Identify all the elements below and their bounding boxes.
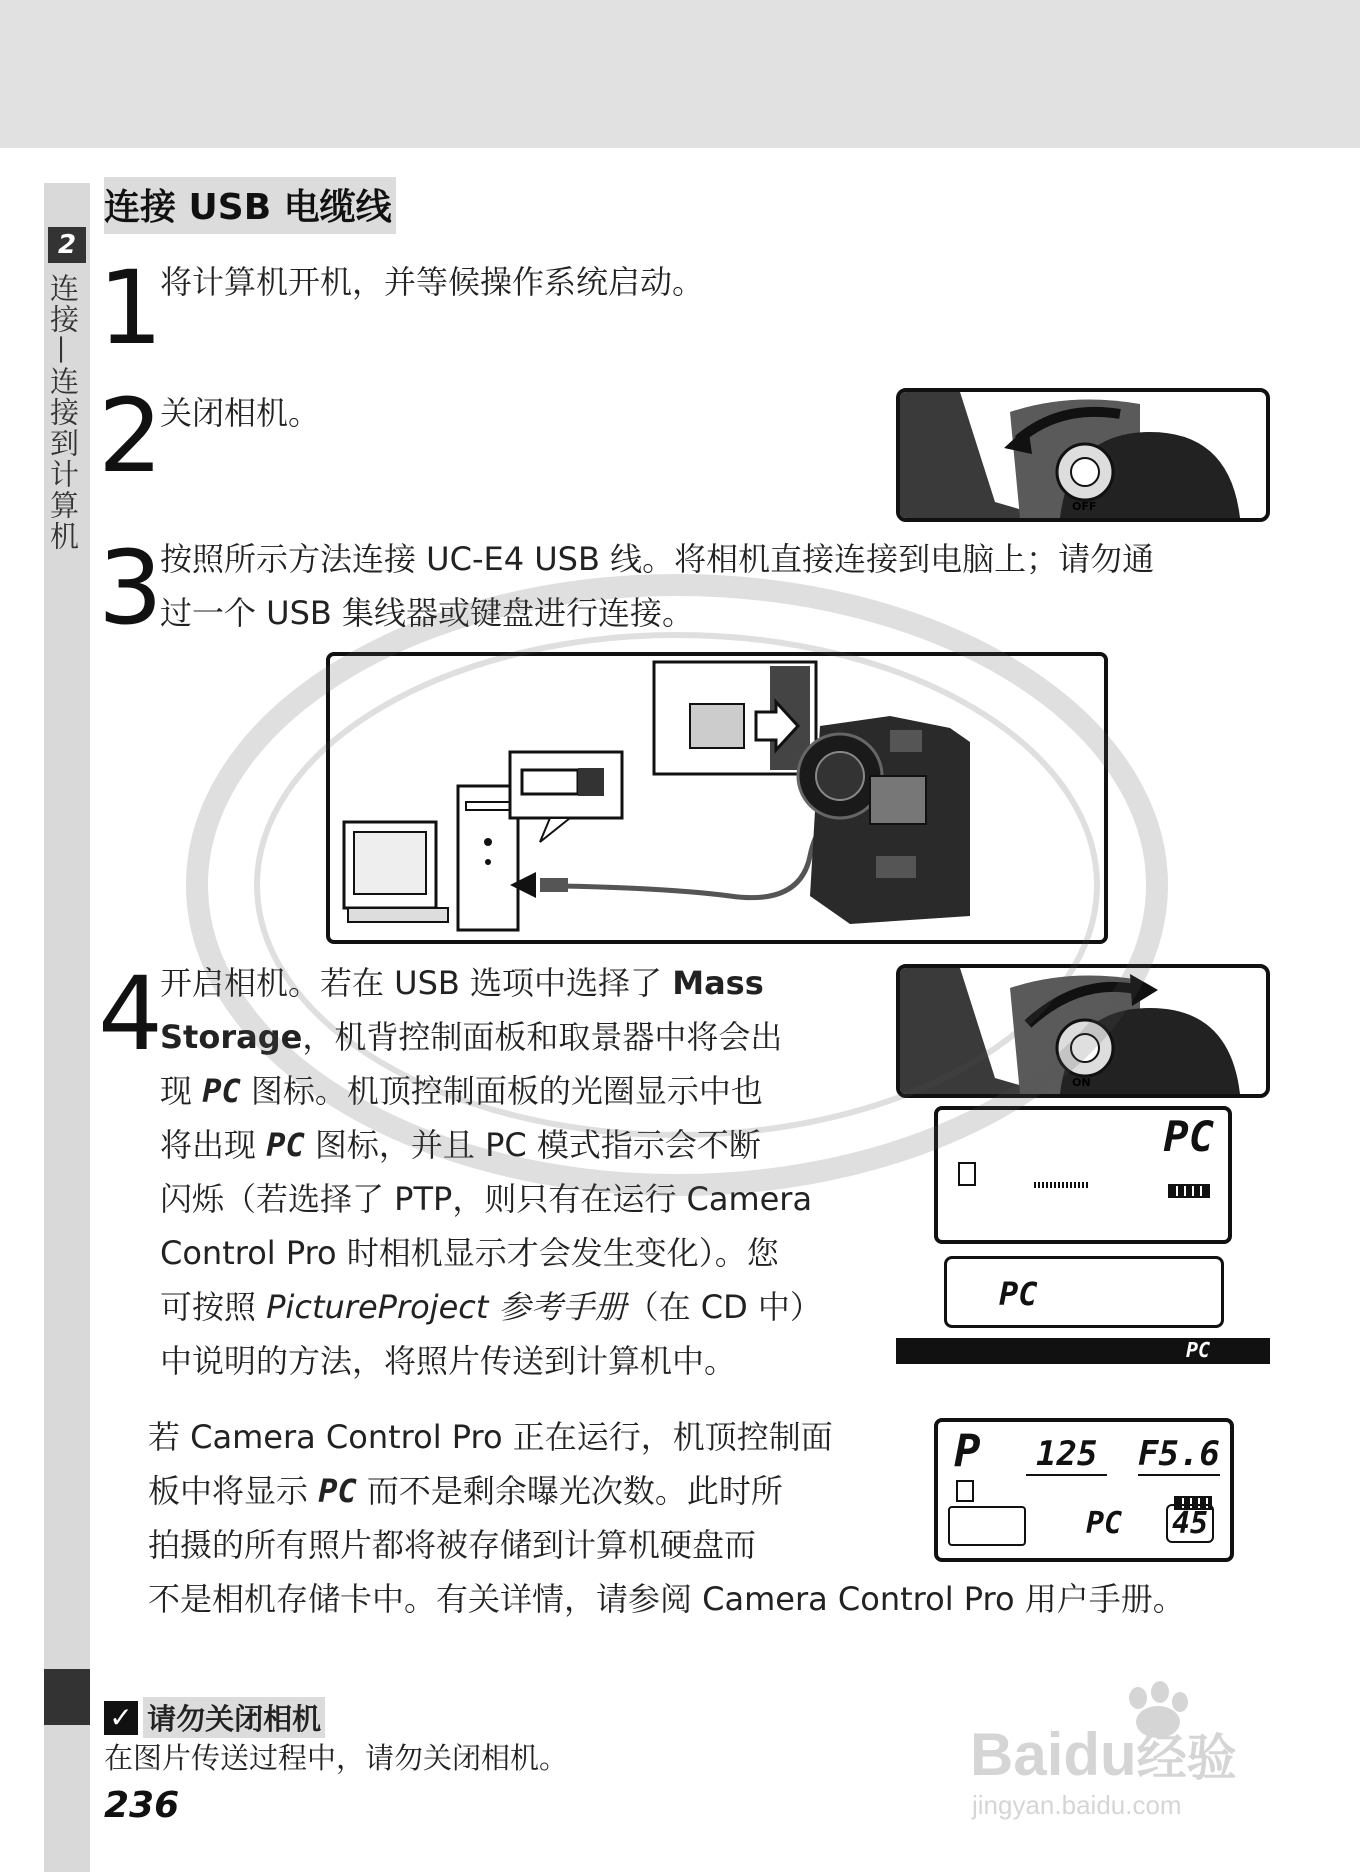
note-line-2 <box>148 1464 783 1518</box>
warning-text: 在图片传送过程中，请勿关闭相机。 <box>104 1741 569 1775</box>
note-line-2-a: 板中将显示 <box>148 1472 319 1510</box>
pc-icon: PC <box>266 1126 305 1164</box>
step-4-line-3 <box>160 1064 763 1118</box>
jingyan-wordmark: 经验 <box>1136 1730 1237 1786</box>
step-4-line-7-a: 可按照 <box>160 1288 267 1326</box>
memory-card-icon <box>956 1480 974 1502</box>
chapter-number-badge: 2 <box>48 227 86 263</box>
top-lcd-shooting-info <box>934 1418 1234 1562</box>
note-line-1: 若 Camera Control Pro 正在运行，机顶控制面 <box>148 1418 833 1456</box>
usb-connection-diagram <box>326 652 1108 944</box>
step-3-number: 3 <box>98 529 159 648</box>
step-4-line-1 <box>160 956 764 1010</box>
rear-control-panel-lcd <box>944 1256 1224 1328</box>
top-band <box>0 0 1360 148</box>
baidu-url: jingyan.baidu.com <box>972 1790 1182 1820</box>
step-4-line-7-c: （在 CD 中） <box>626 1288 822 1326</box>
note-line-2-c: 而不是剩余曝光次数。此时所 <box>356 1472 783 1510</box>
camera-off-drawing <box>900 392 1266 518</box>
step-4-line-4-c: 图标，并且 PC 模式指示会不断 <box>304 1126 761 1164</box>
step-4-line-4-a: 将出现 <box>160 1126 267 1164</box>
step-4-line-4 <box>160 1118 761 1172</box>
top-control-panel-lcd <box>934 1106 1232 1244</box>
lcd-shutter-speed: 125 <box>1026 1434 1107 1476</box>
step-4-line-8: 中说明的方法，将照片传送到计算机中。 <box>160 1342 737 1380</box>
chapter-side-tab <box>44 183 90 1872</box>
note-line-3: 拍摄的所有照片都将被存储到计算机硬盘而 <box>148 1526 757 1564</box>
warning-heading <box>104 1697 325 1735</box>
battery-icon <box>1168 1184 1210 1198</box>
focus-area-box <box>948 1506 1026 1546</box>
section-heading: 连接 USB 电缆线 <box>104 177 396 234</box>
pc-icon: PC <box>202 1072 241 1110</box>
step-4-line-3-c: 图标。机顶控制面板的光圈显示中也 <box>240 1072 763 1110</box>
step-4-line-5: 闪烁（若选择了 PTP，则只有在运行 Camera <box>160 1180 813 1218</box>
baidu-wordmark-b: du <box>1063 1721 1137 1788</box>
step-4-line-6: Control Pro 时相机显示才会发生变化）。您 <box>160 1234 779 1272</box>
baidu-wordmark <box>970 1718 1237 1790</box>
camera-on-illustration <box>896 964 1270 1098</box>
step-2-text: 关闭相机。 <box>160 394 321 432</box>
mass-term: Mass <box>672 964 764 1002</box>
baidu-jingyan-logo <box>968 1678 1288 1828</box>
rear-pc-indicator: PC <box>999 1275 1038 1313</box>
step-4-line-7 <box>160 1280 822 1334</box>
page-number: 236 <box>104 1785 180 1826</box>
side-tab-marker <box>44 1669 90 1725</box>
step-4-number: 4 <box>98 955 159 1074</box>
note-line-4: 不是相机存储卡中。有关详情，请参阅 Camera Control Pro 用户手册。 <box>148 1580 1185 1618</box>
step-1-text: 将计算机开机，并等候操作系统启动。 <box>160 263 705 301</box>
lcd-buffer-count: 45 <box>1166 1504 1214 1543</box>
warning-title: 请勿关闭相机 <box>143 1697 325 1738</box>
storage-term: Storage <box>160 1018 303 1056</box>
exposure-bar-icon <box>1034 1182 1090 1188</box>
connection-drawing <box>330 656 1104 940</box>
step-2-number: 2 <box>98 377 159 496</box>
lcd-pc-indicator: PC <box>1163 1112 1214 1161</box>
check-icon: ✓ <box>104 1701 138 1735</box>
step-3-line-1: 按照所示方法连接 UC-E4 USB 线。将相机直接连接到电脑上；请勿通 <box>160 540 1155 578</box>
step-3-line-2: 过一个 USB 集线器或键盘进行连接。 <box>160 594 695 632</box>
viewfinder-display <box>896 1338 1270 1364</box>
manual-title: PictureProject 参考手册 <box>266 1288 627 1326</box>
step-4-line-3-a: 现 <box>160 1072 203 1110</box>
memory-card-icon <box>958 1162 976 1186</box>
lcd-aperture: F5.6 <box>1138 1434 1220 1474</box>
step-4-line-2-text: ，机背控制面板和取景器中将会出 <box>302 1018 783 1056</box>
viewfinder-pc-indicator: PC <box>1186 1338 1211 1362</box>
step-4-line-1-text: 开启相机。若在 USB 选项中选择了 <box>160 964 673 1002</box>
baidu-wordmark-a: Bai <box>970 1721 1064 1788</box>
lcd-pc-in-counter: PC <box>1086 1506 1123 1541</box>
step-4-line-2 <box>160 1010 782 1064</box>
on-label: ON <box>1072 1076 1091 1089</box>
off-label: OFF <box>1072 500 1097 513</box>
camera-off-illustration <box>896 388 1270 522</box>
lcd-mode: P <box>954 1426 981 1477</box>
pc-icon: PC <box>318 1472 357 1510</box>
camera-on-drawing <box>900 968 1266 1094</box>
step-1-number: 1 <box>98 249 159 368</box>
chapter-title: 连接—连接到计算机 <box>46 273 80 552</box>
